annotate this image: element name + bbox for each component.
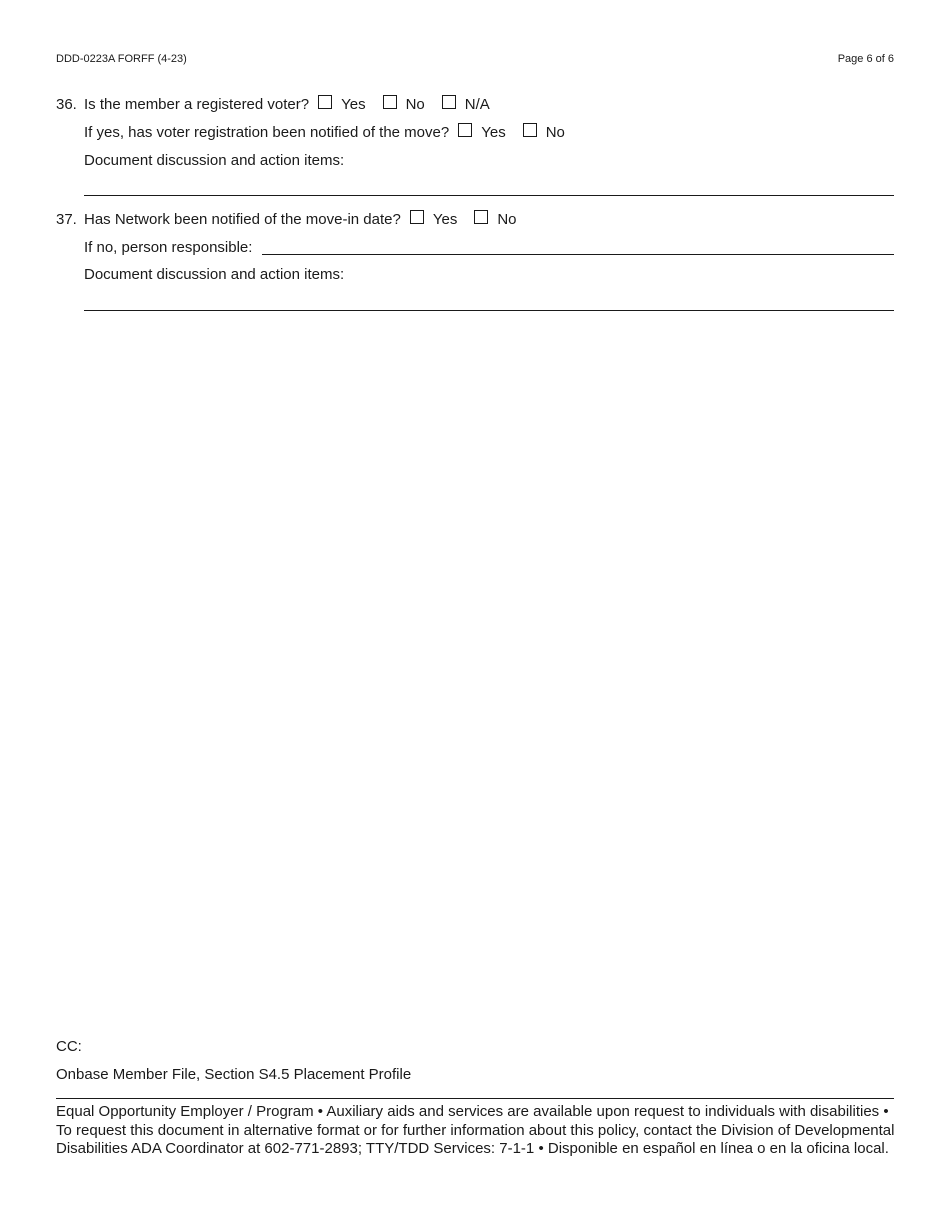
option-label: Yes	[341, 96, 366, 113]
q37-option-yes[interactable]	[410, 211, 457, 229]
form-id: DDD-0223A FORFF (4-23)	[56, 53, 187, 65]
option-label: N/A	[464, 96, 490, 113]
q37-question: Has Network been notified of the move-in date?	[84, 211, 401, 228]
checkbox[interactable]	[474, 210, 488, 224]
checkbox[interactable]	[442, 95, 456, 109]
checkbox[interactable]	[410, 210, 424, 224]
footer-divider	[56, 1098, 894, 1099]
option-label: No	[497, 211, 517, 228]
option-label: Yes	[481, 124, 506, 141]
q36-number: 36.	[56, 96, 77, 113]
q36-followup-row	[84, 124, 565, 142]
q36-followup-option-yes[interactable]	[458, 124, 505, 142]
q36-discussion-line[interactable]	[84, 195, 894, 196]
q36-question: Is the member a registered voter?	[84, 96, 310, 113]
person-responsible-line[interactable]	[262, 254, 894, 255]
q37-discussion-label: Document discussion and action items:	[84, 266, 345, 283]
option-label: No	[545, 124, 565, 141]
checkbox[interactable]	[383, 95, 397, 109]
q36-option-yes[interactable]	[318, 96, 365, 114]
q37-option-no[interactable]	[474, 211, 516, 229]
q37-followup-label: If no, person responsible:	[84, 239, 253, 256]
page-number: Page 6 of 6	[837, 53, 894, 65]
cc-text: Onbase Member File, Section S4.5 Placement Profile	[56, 1066, 412, 1083]
q36-followup-option-no[interactable]	[523, 124, 565, 142]
q36-followup: If yes, has voter registration been notified of the move?	[84, 124, 450, 141]
option-label: No	[405, 96, 425, 113]
q37-row	[84, 211, 517, 229]
q36-row	[84, 96, 490, 114]
option-label: Yes	[432, 211, 458, 228]
q36-option-na[interactable]	[442, 96, 490, 114]
q37-number: 37.	[56, 211, 77, 228]
cc-label: CC:	[56, 1038, 82, 1055]
q36-discussion-label: Document discussion and action items:	[84, 152, 345, 169]
footer-notice: Equal Opportunity Employer / Program • Auxiliary aids and services are available upon request to individuals with disabilities • To request this document in alternative format or for further information about this policy, contact the Division of Developmental Disabilities ADA Coordinator at 602-771-2893; TTY/TDD Services: 7-1-1 • Disponible en español en línea o en la oficina local.	[56, 1103, 895, 1157]
checkbox[interactable]	[318, 95, 332, 109]
q37-discussion-line[interactable]	[84, 310, 894, 311]
q36-option-no[interactable]	[383, 96, 425, 114]
checkbox[interactable]	[458, 123, 472, 137]
checkbox[interactable]	[523, 123, 537, 137]
